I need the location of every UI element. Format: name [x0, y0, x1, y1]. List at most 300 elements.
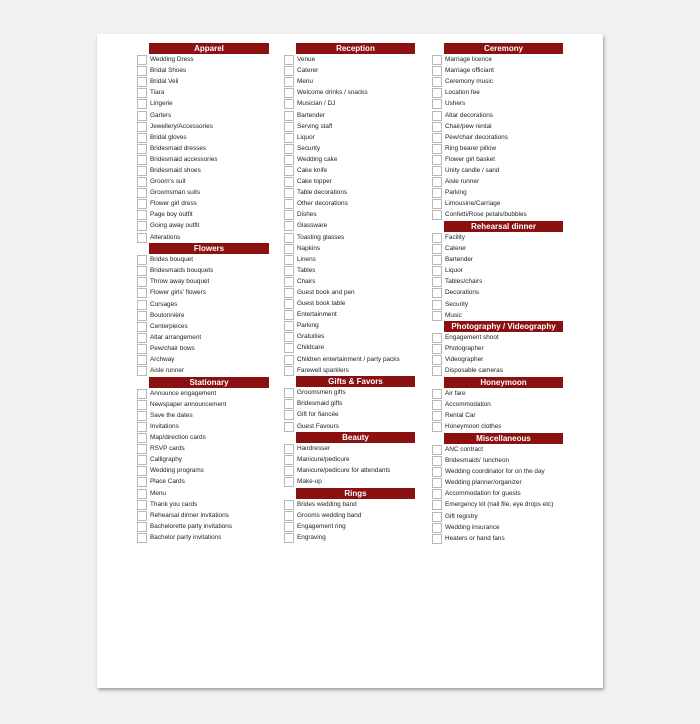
checkbox[interactable] [432, 355, 442, 365]
item-label: Save the dates [150, 411, 193, 419]
checkbox[interactable] [432, 111, 442, 121]
item-label: Bridesmaid accessories [150, 155, 218, 163]
checkbox[interactable] [284, 166, 294, 176]
item-label: Archway [150, 355, 175, 363]
checkbox[interactable] [137, 55, 147, 65]
item-label: Groomsmen gifts [297, 389, 346, 397]
section-header: Gifts & Favors [296, 376, 415, 387]
checklist-item [137, 410, 269, 421]
checkbox[interactable] [137, 400, 147, 410]
checklist-item [432, 478, 563, 489]
section-header: Apparel [149, 43, 269, 54]
item-label: Videographer [445, 356, 484, 364]
checkbox[interactable] [137, 221, 147, 231]
checkbox[interactable] [432, 456, 442, 466]
checklist-item [432, 255, 563, 266]
column-3 [432, 43, 563, 544]
checkbox[interactable] [432, 400, 442, 410]
item-label: Gift registry [445, 512, 478, 520]
checklist-item [137, 210, 269, 221]
item-label: Tables/chairs [445, 278, 483, 286]
checkbox[interactable] [137, 166, 147, 176]
checklist-item [284, 88, 415, 99]
checkbox[interactable] [432, 489, 442, 499]
checklist-item [137, 199, 269, 210]
item-label: Bartender [297, 111, 326, 119]
checkbox[interactable] [284, 355, 294, 365]
checkbox[interactable] [432, 534, 442, 544]
item-label: Gratuities [297, 333, 325, 341]
checkbox[interactable] [432, 467, 442, 477]
checklist-item [284, 477, 415, 488]
item-label: Serving staff [297, 122, 333, 130]
checkbox[interactable] [137, 533, 147, 543]
checkbox[interactable] [432, 445, 442, 455]
item-label: Farewell sparklers [297, 366, 349, 374]
item-label: ANC contract [445, 445, 484, 453]
section-header: Rehearsal dinner [444, 221, 563, 232]
item-label: Marriage officiant [445, 67, 494, 75]
checkbox[interactable] [284, 310, 294, 320]
item-label: Wedding programs [150, 467, 204, 475]
checklist-item [137, 310, 269, 321]
checkbox[interactable] [284, 455, 294, 465]
checkbox[interactable] [432, 500, 442, 510]
checkbox[interactable] [432, 288, 442, 298]
checkbox[interactable] [137, 99, 147, 109]
item-label: Bridesmaid gifts [297, 400, 343, 408]
checkbox[interactable] [284, 321, 294, 331]
checklist-item [432, 232, 563, 243]
checklist-item [137, 332, 269, 343]
checkbox[interactable] [432, 233, 442, 243]
item-label: Calligraphy [150, 456, 182, 464]
checkbox[interactable] [284, 233, 294, 243]
item-label: Wedding Dress [150, 56, 194, 64]
item-label: Map/direction cards [150, 434, 206, 442]
checklist-item [284, 177, 415, 188]
checklist-item [432, 333, 563, 344]
checkbox[interactable] [284, 511, 294, 521]
item-label: Liquor [297, 133, 315, 141]
checklist-item [432, 55, 563, 66]
checkbox[interactable] [284, 144, 294, 154]
checkbox[interactable] [137, 255, 147, 265]
checkbox[interactable] [284, 332, 294, 342]
item-label: Napkins [297, 244, 321, 252]
checklist-item [284, 499, 415, 510]
item-label: Altar decorations [445, 111, 493, 119]
checklist-item [284, 110, 415, 121]
checkbox[interactable] [137, 522, 147, 532]
checkbox[interactable] [432, 188, 442, 198]
checklist-item [284, 287, 415, 298]
item-label: Brides wedding band [297, 501, 357, 509]
item-label: Alterations [150, 233, 181, 241]
item-label: Caterer [297, 67, 319, 75]
checkbox[interactable] [137, 322, 147, 332]
checkbox[interactable] [137, 111, 147, 121]
checkbox[interactable] [137, 199, 147, 209]
checklist-item [137, 88, 269, 99]
checkbox[interactable] [137, 66, 147, 76]
checklist-item [284, 321, 415, 332]
item-label: Rental Car [445, 412, 476, 420]
item-label: Page boy outfit [150, 211, 193, 219]
checkbox[interactable] [284, 188, 294, 198]
checklist-item [432, 244, 563, 255]
item-label: Facility [445, 233, 465, 241]
checkbox[interactable] [284, 277, 294, 287]
checkbox[interactable] [284, 177, 294, 187]
checkbox[interactable] [137, 177, 147, 187]
item-label: Pew/chair decorations [445, 133, 508, 141]
checklist-item [432, 400, 563, 411]
item-label: Musician / DJ [297, 100, 336, 108]
item-label: Gift for fiancée [297, 411, 339, 419]
checklist-item [137, 165, 269, 176]
checkbox[interactable] [432, 311, 442, 321]
checkbox[interactable] [137, 88, 147, 98]
checklist-item [284, 154, 415, 165]
checkbox[interactable] [137, 511, 147, 521]
item-label: Manicure/pedicure for attendants [297, 467, 391, 475]
checkbox[interactable] [284, 533, 294, 543]
item-label: Make-up [297, 478, 322, 486]
checkbox[interactable] [284, 111, 294, 121]
checkbox[interactable] [432, 199, 442, 209]
checkbox[interactable] [432, 77, 442, 87]
checklist-item [284, 276, 415, 287]
item-label: Flower girl basket [445, 155, 496, 163]
checkbox[interactable] [284, 477, 294, 487]
checklist-item [432, 99, 563, 110]
checklist-item [432, 522, 563, 533]
item-label: Garters [150, 111, 172, 119]
checkbox[interactable] [432, 366, 442, 376]
item-label: Cake knife [297, 166, 328, 174]
item-label: Throw away bouquet [150, 278, 210, 286]
checklist-item [137, 343, 269, 354]
item-label: Ceremony music [445, 78, 493, 86]
checklist-item [284, 455, 415, 466]
checkbox[interactable] [137, 444, 147, 454]
checklist-item [284, 121, 415, 132]
checkbox[interactable] [284, 343, 294, 353]
checkbox[interactable] [284, 522, 294, 532]
checkbox[interactable] [432, 333, 442, 343]
checkbox[interactable] [432, 133, 442, 143]
item-label: Altar arrangement [150, 333, 202, 341]
checklist-item [432, 489, 563, 500]
item-label: RSVP cards [150, 445, 185, 453]
item-label: Music [445, 311, 462, 319]
checkbox[interactable] [284, 366, 294, 376]
checkbox[interactable] [284, 155, 294, 165]
item-label: Menu [297, 78, 313, 86]
checkbox[interactable] [137, 77, 147, 87]
checkbox[interactable] [284, 66, 294, 76]
checklist-item [432, 266, 563, 277]
checkbox[interactable] [137, 210, 147, 220]
checkbox[interactable] [137, 133, 147, 143]
checkbox[interactable] [137, 344, 147, 354]
checkbox[interactable] [432, 255, 442, 265]
checkbox[interactable] [137, 144, 147, 154]
item-label: Ushers [445, 100, 466, 108]
checkbox[interactable] [432, 512, 442, 522]
item-label: Boutonnière [150, 311, 185, 319]
checklist-item [432, 210, 563, 221]
checklist-item [432, 467, 563, 478]
item-label: Air fare [445, 390, 466, 398]
checklist-item [432, 444, 563, 455]
checkbox[interactable] [284, 500, 294, 510]
checklist-item [284, 343, 415, 354]
checkbox[interactable] [432, 210, 442, 220]
checklist-item [137, 288, 269, 299]
checklist-item [284, 232, 415, 243]
item-label: Rehearsal dinner invitations [150, 511, 229, 519]
checkbox[interactable] [284, 422, 294, 432]
section-header: Stationary [149, 377, 269, 388]
checklist-item [137, 421, 269, 432]
checklist-item [137, 521, 269, 532]
checklist-item [284, 55, 415, 66]
checkbox[interactable] [137, 366, 147, 376]
checkbox[interactable] [284, 122, 294, 132]
section-header: Miscellaneous [444, 433, 563, 444]
checkbox[interactable] [137, 266, 147, 276]
checklist-item [432, 132, 563, 143]
item-label: Wedding coordinator for on the day [445, 468, 545, 476]
item-label: Bartender [445, 256, 474, 264]
checkbox[interactable] [137, 489, 147, 499]
checkbox[interactable] [432, 166, 442, 176]
checkbox[interactable] [284, 133, 294, 143]
item-label: Security [297, 144, 321, 152]
checkbox[interactable] [284, 244, 294, 254]
item-label: Lingerie [150, 100, 173, 108]
item-label: Bachelorette party invitations [150, 522, 233, 530]
checkbox[interactable] [432, 88, 442, 98]
checkbox[interactable] [284, 77, 294, 87]
checklist-item [284, 265, 415, 276]
item-label: Invitations [150, 422, 179, 430]
checklist-item [137, 499, 269, 510]
checkbox[interactable] [284, 99, 294, 109]
item-label: Chair/pew rental [445, 122, 492, 130]
checklist-item [137, 488, 269, 499]
item-label: Photographer [445, 345, 484, 353]
checklist-item [284, 410, 415, 421]
item-label: Bridesmaids bouquets [150, 267, 214, 275]
checkbox[interactable] [284, 288, 294, 298]
checkbox[interactable] [284, 444, 294, 454]
checklist-page [97, 34, 603, 688]
checklist-item [137, 188, 269, 199]
section-header: Rings [296, 488, 415, 499]
item-label: Linens [297, 255, 316, 263]
checklist-item [432, 66, 563, 77]
checkbox[interactable] [432, 244, 442, 254]
checklist-item [284, 522, 415, 533]
checkbox[interactable] [137, 355, 147, 365]
checkbox[interactable] [432, 411, 442, 421]
column-2 [284, 43, 415, 544]
checklist-item [432, 288, 563, 299]
checklist-item [432, 511, 563, 522]
checkbox[interactable] [137, 311, 147, 321]
item-label: Centerpieces [150, 322, 188, 330]
checklist-item [432, 366, 563, 377]
checkbox[interactable] [432, 155, 442, 165]
checkbox[interactable] [137, 277, 147, 287]
item-label: Flower girls' flowers [150, 289, 206, 297]
item-label: Corsages [150, 300, 178, 308]
item-label: Engagement ring [297, 523, 346, 531]
checklist-item [137, 143, 269, 154]
item-label: Glassware [297, 222, 328, 230]
item-label: Decorations [445, 289, 480, 297]
checkbox[interactable] [137, 466, 147, 476]
checklist-item [432, 154, 563, 165]
item-label: Security [445, 300, 469, 308]
checkbox[interactable] [137, 389, 147, 399]
item-label: Flower girl dress [150, 200, 197, 208]
checklist-item [137, 510, 269, 521]
checkbox[interactable] [137, 122, 147, 132]
checkbox[interactable] [284, 221, 294, 231]
checkbox[interactable] [137, 477, 147, 487]
item-label: Cake topper [297, 178, 332, 186]
checkbox[interactable] [137, 288, 147, 298]
checklist-item [284, 199, 415, 210]
checkbox[interactable] [432, 300, 442, 310]
column-1 [137, 43, 269, 543]
item-label: Caterer [445, 245, 467, 253]
section-header: Beauty [296, 432, 415, 443]
checkbox[interactable] [137, 500, 147, 510]
checkbox[interactable] [137, 333, 147, 343]
checklist-item [284, 310, 415, 321]
checkbox[interactable] [432, 422, 442, 432]
checklist-item [432, 422, 563, 433]
checklist-item [432, 533, 563, 544]
checkbox[interactable] [284, 466, 294, 476]
checklist-item [432, 411, 563, 422]
checklist-item [432, 88, 563, 99]
checkbox[interactable] [432, 177, 442, 187]
item-label: Guest book and pen [297, 289, 355, 297]
section-header: Reception [296, 43, 415, 54]
checklist-item [137, 444, 269, 455]
section-header: Photography / Videography [444, 321, 563, 332]
item-label: Groom's suit [150, 178, 186, 186]
checklist-item [137, 255, 269, 266]
checklist-item [284, 388, 415, 399]
item-label: Guest book table [297, 300, 346, 308]
checklist-item [137, 121, 269, 132]
checklist-item [137, 132, 269, 143]
checklist-item [284, 365, 415, 376]
checklist-item [137, 477, 269, 488]
checklist-item [432, 188, 563, 199]
checkbox[interactable] [432, 266, 442, 276]
checkbox[interactable] [137, 188, 147, 198]
checklist-item [432, 165, 563, 176]
checkbox[interactable] [137, 155, 147, 165]
checklist-item [137, 399, 269, 410]
checklist-item [432, 500, 563, 511]
checkbox[interactable] [432, 344, 442, 354]
checkbox[interactable] [284, 88, 294, 98]
item-label: Parking [445, 189, 467, 197]
item-label: Accommodation [445, 401, 491, 409]
checkbox[interactable] [284, 55, 294, 65]
checkbox[interactable] [432, 99, 442, 109]
checkbox[interactable] [284, 410, 294, 420]
checkbox[interactable] [432, 144, 442, 154]
checkbox[interactable] [137, 233, 147, 243]
checklist-item [137, 77, 269, 88]
checklist-item [284, 143, 415, 154]
checklist-item [137, 455, 269, 466]
item-label: Bridal gloves [150, 133, 187, 141]
checkbox[interactable] [432, 277, 442, 287]
checkbox[interactable] [284, 266, 294, 276]
checkbox[interactable] [284, 210, 294, 220]
item-label: Aisle runner [445, 178, 480, 186]
checkbox[interactable] [137, 300, 147, 310]
item-label: Brides bouquet [150, 256, 193, 264]
checkbox[interactable] [432, 523, 442, 533]
item-label: Groomsman suits [150, 189, 201, 197]
checkbox[interactable] [432, 66, 442, 76]
checkbox[interactable] [432, 389, 442, 399]
checklist-item [284, 299, 415, 310]
checkbox[interactable] [432, 122, 442, 132]
checkbox[interactable] [284, 399, 294, 409]
checkbox[interactable] [137, 422, 147, 432]
item-label: Marriage licence [445, 56, 492, 64]
checklist-item [284, 99, 415, 110]
checkbox[interactable] [432, 478, 442, 488]
checklist-item [432, 389, 563, 400]
item-label: Toasting glasses [297, 233, 345, 241]
checklist-item [137, 221, 269, 232]
checkbox[interactable] [137, 455, 147, 465]
checkbox[interactable] [284, 199, 294, 209]
checkbox[interactable] [284, 299, 294, 309]
item-label: Parking [297, 322, 319, 330]
checkbox[interactable] [137, 433, 147, 443]
checklist-item [284, 188, 415, 199]
checkbox[interactable] [137, 411, 147, 421]
item-label: Honeymoon clothes [445, 423, 502, 431]
checklist-item [432, 277, 563, 288]
checkbox[interactable] [284, 255, 294, 265]
item-label: Welcome drinks / snacks [297, 89, 368, 97]
checklist-item [432, 121, 563, 132]
checkbox[interactable] [284, 388, 294, 398]
checklist-item [432, 355, 563, 366]
checklist-item [432, 456, 563, 467]
checkbox[interactable] [432, 55, 442, 65]
item-label: Wedding planner/organizer [445, 479, 522, 487]
checklist-item [432, 77, 563, 88]
item-label: Entertainment [297, 311, 337, 319]
